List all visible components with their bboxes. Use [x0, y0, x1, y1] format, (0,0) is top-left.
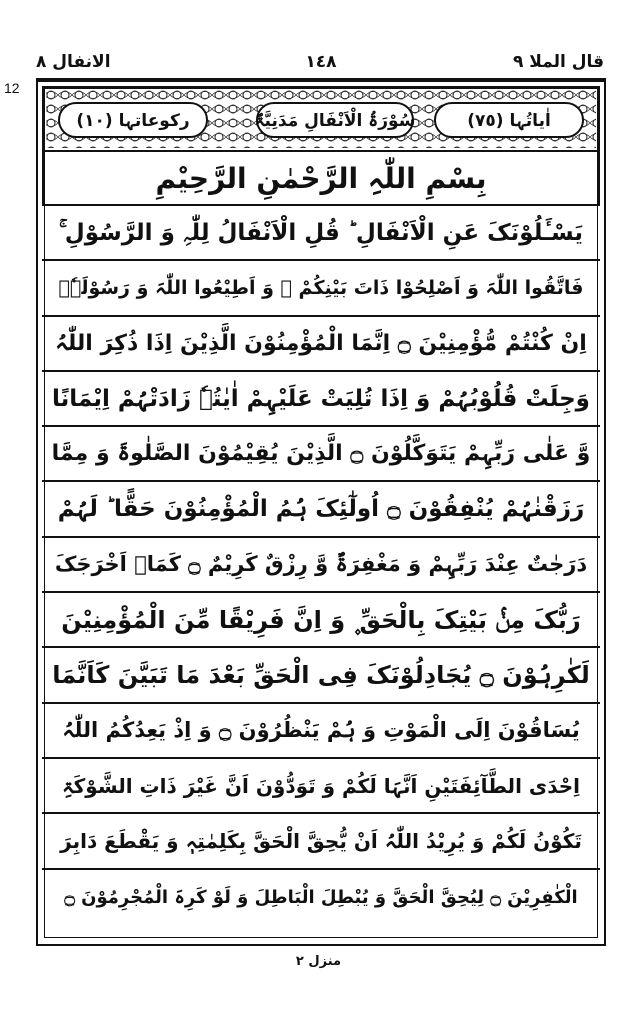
verse-line — [42, 704, 600, 759]
verse-line — [42, 593, 600, 648]
verse-line — [42, 759, 600, 814]
surah-title-band — [42, 86, 600, 152]
verse-line — [42, 206, 600, 261]
verse-text: دَرَجٰتٌ عِنْدَ رَبِّہِمْ وَ مَغْفِرَۃٌ وَّ رِزْقٌ کَرِیْمٌ ۝ کَمَاۤ اَخْرَجَکَ — [54, 552, 588, 577]
verse-text: وَجِلَتْ قُلُوْبُہُمْ وَ اِذَا تُلِیَتْ عَلَیْہِمْ اٰیٰتُہٗ زَادَتْہُمْ اِیْمَانًا — [52, 385, 590, 412]
verse-text: فَاتَّقُوا اللّٰہَ وَ اَصْلِحُوْا ذَاتَ بَیْنِکُمْ ۪ وَ اَطِیْعُوا اللّٰہَ وَ رَسُوْلَہٗۤ — [58, 276, 584, 299]
verse-text: رَبُّکَ مِنْۢ بَیْتِکَ بِالْحَقِّ ۪ وَ اِنَّ فَرِیْقًا مِّنَ الْمُؤْمِنِیْنَ — [61, 605, 581, 634]
verse-text: رَزَقْنٰہُمْ یُنْفِقُوْنَ ۝ اُولٰٓئِکَ ہُمُ الْمُؤْمِنُوْنَ حَقًّا ؕ لَہُمْ — [57, 496, 585, 523]
ruku-count-cartouche — [58, 102, 208, 138]
verse-line — [42, 261, 600, 316]
juz-title: قال الملا ٩ — [512, 52, 604, 72]
verse-text: اِحْدَی الطَّآئِفَتَیْنِ اَنَّہَا لَکُمْ وَ تَوَدُّوْنَ اَنَّ غَیْرَ ذَاتِ الشَّوْکَۃِ — [61, 773, 581, 798]
verse-text: الْکٰفِرِیْنَ ۝ لِیُحِقَّ الْحَقَّ وَ یُبْطِلَ الْبَاطِلَ وَ لَوْ کَرِہَ الْمُجْرِمُوْنَ ۝ — [64, 886, 578, 908]
verse-line — [42, 870, 600, 925]
verse-text: اِنْ کُنْتُمْ مُّؤْمِنِیْنَ ۝ اِنَّمَا الْمُؤْمِنُوْنَ الَّذِیْنَ اِذَا ذُکِرَ اللّٰہُ — [55, 330, 587, 356]
verse-text: لَکٰرِہُوْنَ ۝ یُجَادِلُوْنَکَ فِی الْحَقِّ بَعْدَ مَا تَبَیَّنَ کَاَنَّمَا — [52, 661, 590, 690]
verse-line — [42, 317, 600, 372]
verse-text: وَّ عَلٰی رَبِّہِمْ یَتَوَکَّلُوْنَ ۝ الَّذِیْنَ یُقِیْمُوْنَ الصَّلٰوۃَ وَ مِمَّا — [51, 441, 591, 467]
verse-line — [42, 482, 600, 537]
bismillah-band — [42, 152, 600, 206]
verse-line — [42, 427, 600, 482]
verse-area — [42, 206, 600, 925]
verse-text: تَکُوْنُ لَکُمْ وَ یُرِیْدُ اللّٰہُ اَنْ یُّحِقَّ الْحَقَّ بِکَلِمٰتِہٖ وَ یَقْطَعَ دَابِرَ — [60, 828, 582, 853]
verse-line — [42, 372, 600, 427]
verse-text: یُسَاقُوْنَ اِلَی الْمَوْتِ وَ ہُمْ یَنْظُرُوْنَ ۝ وَ اِذْ یَعِدُکُمُ اللّٰہُ — [62, 718, 580, 743]
ayat-count: اٰیاتُہا (٧٥) — [467, 110, 551, 131]
manzil-footer: منزل ٢ — [295, 954, 342, 969]
running-header — [34, 50, 608, 76]
page-number: ١٤٨ — [305, 52, 337, 72]
bismillah: بِسْمِ اللّٰہِ الرَّحْمٰنِ الرَّحِیْمِ — [155, 161, 487, 195]
surah-name: سُوْرَۃُ الْاَنْفَالِ مَدَنِیَّۃٌ — [254, 110, 416, 131]
ayat-count-cartouche — [434, 102, 584, 138]
surah-name-cartouche — [256, 102, 414, 138]
verse-text: یَسْـَٔلُوْنَکَ عَنِ الْاَنْفَالِ ؕ قُلِ الْاَنْفَالُ لِلّٰہِ وَ الرَّسُوْلِ ۚ — [58, 219, 583, 246]
margin-number: 12 — [4, 80, 20, 96]
verse-line — [42, 814, 600, 869]
surah-running-title: الانفال ٨ — [36, 52, 111, 72]
ruku-count: رکوعاتہا (١٠) — [76, 110, 190, 131]
verse-line — [42, 538, 600, 593]
verse-line — [42, 648, 600, 703]
